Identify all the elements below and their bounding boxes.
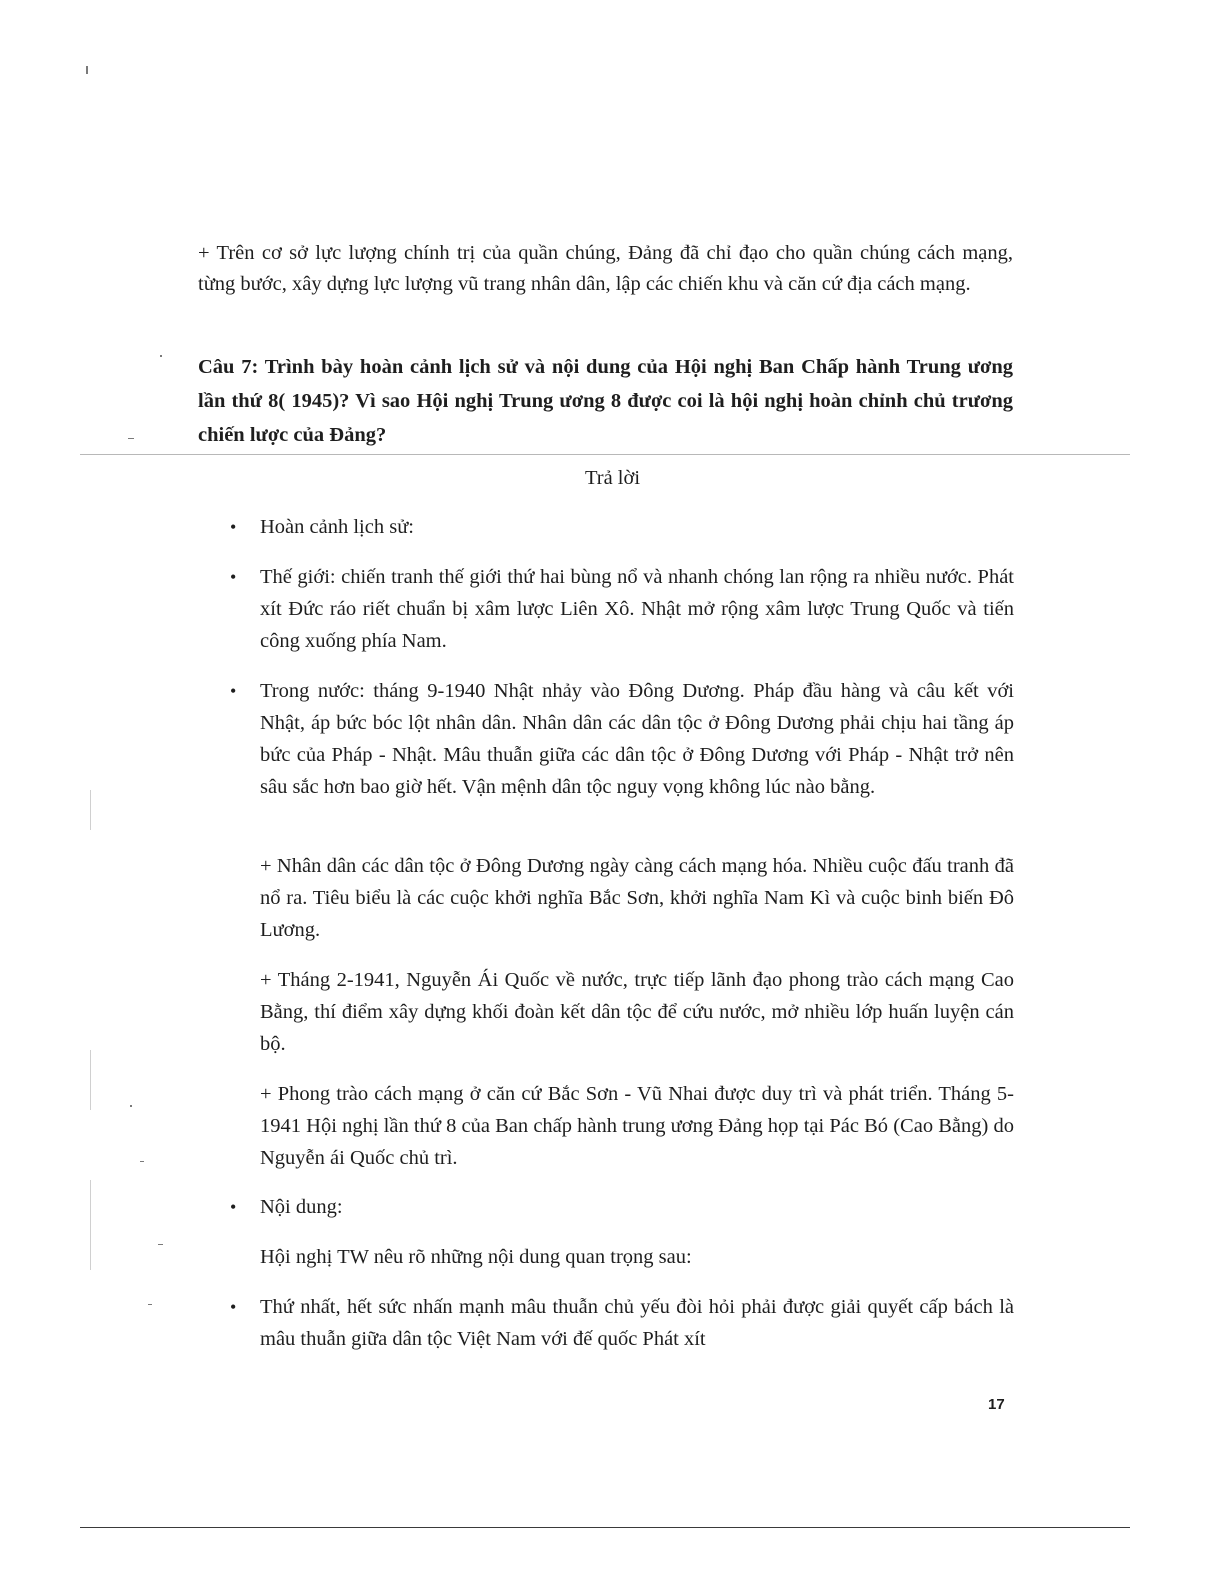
scan-speck xyxy=(90,790,91,830)
nguyen-ai-quoc-paragraph: + Tháng 2-1941, Nguyễn Ái Quốc về nước, trực tiếp lãnh đạo phong trào cách mạng Cao Bằng, thí điểm xây dựng khối đoàn kết dân tộc để cứu nước, mở nhiều lớp huấn luyện cán bộ. xyxy=(260,969,1014,1055)
scan-speck xyxy=(130,1105,132,1107)
bac-son-paragraph: + Phong trào cách mạng ở căn cứ Bắc Sơn - Vũ Nhai được duy trì và phát triển. Tháng 5-1941 Hội nghị lần thứ 8 của Ban chấp hành trung ương Đảng họp tại Pác Bó (Cao Bằng) do Nguyễn ái Quốc chủ trì. xyxy=(260,1083,1014,1169)
scan-speck xyxy=(158,1244,163,1245)
scan-speck xyxy=(90,1180,91,1270)
context-heading: Hoàn cảnh lịch sử: xyxy=(260,516,415,538)
scan-speck xyxy=(86,66,88,74)
bullet: • xyxy=(230,517,237,537)
domestic-paragraph: Trong nước: tháng 9-1940 Nhật nhảy vào Đông Dương. Pháp đầu hàng và câu kết với Nhật, áp bức bóc lột nhân dân. Nhân dân các dân tộc ở Đông Dương phải chịu hai tầng áp bức của Pháp - Nhật. Mâu thuẫn giữa các dân tộc ở Đông Dương với Pháp - Nhật trở nên sâu sắc hơn bao giờ hết. Vận mệnh dân tộc nguy vọng không lúc nào bằng. xyxy=(260,680,1014,798)
bullet: • xyxy=(230,1197,237,1217)
scan-speck xyxy=(160,355,162,357)
scan-speck xyxy=(128,438,134,439)
intro-paragraph: + Trên cơ sở lực lượng chính trị của quần chúng, Đảng đã chỉ đạo cho quần chúng cách mạng, từng bước, xây dựng lực lượng vũ trang nhân dân, lập các chiến khu và căn cứ địa cách mạng. xyxy=(198,242,1013,295)
people-paragraph: + Nhân dân các dân tộc ở Đông Dương ngày càng cách mạng hóa. Nhiều cuộc đấu tranh đã nổ ra. Tiêu biểu là các cuộc khởi nghĩa Bắc Sơn, khởi nghĩa Nam Kì và cuộc binh biến Đô Lương. xyxy=(260,855,1014,941)
world-paragraph: Thế giới: chiến tranh thế giới thứ hai bùng nổ và nhanh chóng lan rộng ra nhiều nước. Phát xít Đức ráo riết chuẩn bị xâm lược Liên Xô. Nhật mở rộng xâm lược Trung Quốc và tiến công xuống phía Nam. xyxy=(260,566,1014,652)
content-heading: Nội dung: xyxy=(260,1196,343,1218)
first-point-paragraph: Thứ nhất, hết sức nhấn mạnh mâu thuẫn chủ yếu đòi hỏi phải được giải quyết cấp bách là mâu thuẫn giữa dân tộc Việt Nam với đế quốc Phát xít xyxy=(260,1296,1014,1350)
bullet: • xyxy=(230,1297,237,1317)
scan-speck xyxy=(148,1304,152,1305)
bullet: • xyxy=(230,681,237,701)
scan-speck xyxy=(140,1161,144,1162)
scan-speck xyxy=(90,1050,91,1110)
question-heading: Câu 7: Trình bày hoàn cảnh lịch sử và nội dung của Hội nghị Ban Chấp hành Trung ương lần thứ 8( 1945)? Vì sao Hội nghị Trung ương 8 được coi là hội nghị hoàn chỉnh chủ trương chiến lược của Đảng? xyxy=(198,356,1013,446)
page-number: 17 xyxy=(988,1396,1005,1413)
scan-divider-line xyxy=(80,454,1130,455)
content-intro: Hội nghị TW nêu rõ những nội dung quan trọng sau: xyxy=(260,1246,692,1268)
bullet: • xyxy=(230,567,237,587)
footer-rule xyxy=(80,1527,1130,1528)
answer-label: Trả lời xyxy=(584,467,641,489)
